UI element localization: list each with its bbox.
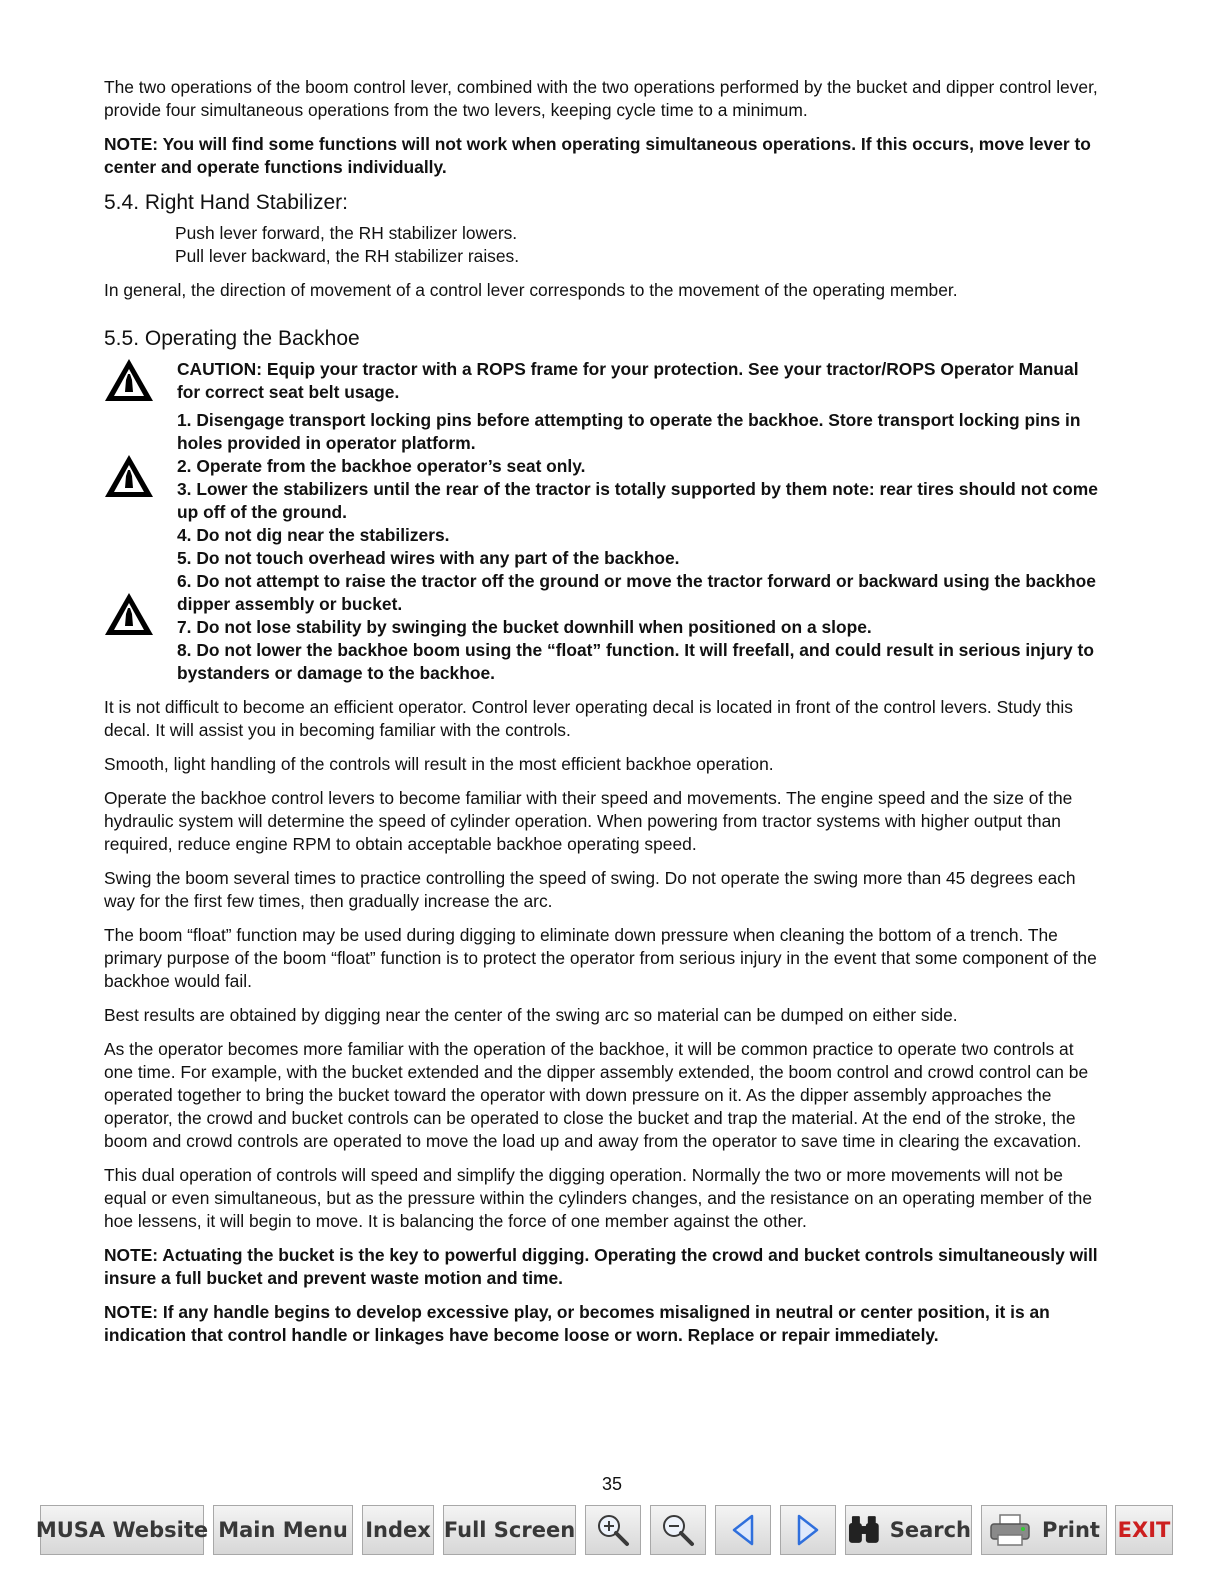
body-paragraph: As the operator becomes more familiar with the operation of the backhoe, it will be common practice to operate two controls at one time. For example, with the bucket extended and the dipper assembly extended, the boom control and crowd control can be operated together to bring the bucket toward the operator with down pressure on it. As the dipper assembly approaches the operator, the crowd and bucket controls can be operated to close the bucket and trap the material. At the end of the stroke, the boom and crowd controls are operated to move the load up and away from the operator to save time in clearing the excavation. <box>104 1039 1089 1151</box>
warning-triangle-icon <box>104 358 154 402</box>
safety-item: 7. Do not lose stability by swinging the bucket downhill when positioned on a slope. <box>177 617 872 637</box>
safety-item: 4. Do not dig near the stabilizers. <box>177 525 450 545</box>
binoculars-icon <box>846 1514 882 1546</box>
safety-warnings <box>104 358 1104 685</box>
body-paragraph: Operate the backhoe control levers to become familiar with their speed and movements. The engine speed and the size of the hydraulic system will determine the speed of cylinder operation. When powering from tractor systems with higher output than required, reduce engine RPM to obtain acceptable backhoe operating speed. <box>104 788 1073 854</box>
warning-triangle-icon <box>104 592 154 636</box>
body-paragraph: Smooth, light handling of the controls will result in the most efficient backhoe operation. <box>104 754 774 774</box>
search-label: Search <box>889 1518 971 1542</box>
caution-rops: CAUTION: Equip your tractor with a ROPS frame for your protection. See your tractor/ROPS Operator Manual for correct seat belt usage. <box>177 359 1079 402</box>
safety-item: 8. Do not lower the backhoe boom using the “float” function. It will freefall, and could result in serious injury to bystanders or damage to the backhoe. <box>177 640 1094 683</box>
page-number: 35 <box>601 1474 623 1494</box>
stabilizer-pull-line: Pull lever backward, the RH stabilizer raises. <box>175 246 520 266</box>
section-5-5-heading: 5.5. Operating the Backhoe <box>104 327 360 350</box>
full-screen-button[interactable]: Full Screen <box>443 1505 576 1555</box>
previous-page-button[interactable] <box>715 1505 771 1555</box>
print-label: Print <box>1042 1518 1100 1542</box>
zoom-out-button[interactable] <box>650 1505 706 1555</box>
index-button[interactable]: Index <box>362 1505 434 1555</box>
section-5-4-heading: 5.4. Right Hand Stabilizer: <box>104 191 348 214</box>
print-button[interactable] <box>981 1505 1107 1555</box>
note-simultaneous-operations: NOTE: You will find some functions will not work when operating simultaneous operations. If this occurs, move lever to center and operate functions individually. <box>104 134 1091 177</box>
exit-button[interactable]: EXIT <box>1115 1505 1173 1555</box>
intro-paragraph: The two operations of the boom control lever, combined with the two operations performed by the bucket and dipper control lever, provide four simultaneous operations from the two levers, keeping cycle time to a minimum. <box>104 77 1098 120</box>
manual-page-content <box>104 76 1104 1358</box>
next-page-button[interactable] <box>780 1505 836 1555</box>
general-direction-paragraph: In general, the direction of movement of a control lever corresponds to the movement of the operating member. <box>104 280 958 300</box>
note-handle-play: NOTE: If any handle begins to develop excessive play, or becomes misaligned in neutral or center position, it is an indication that control handle or linkages have become loose or worn. Replace or repair immediately. <box>104 1302 1050 1345</box>
safety-item: 2. Operate from the backhoe operator’s seat only. <box>177 456 586 476</box>
safety-item: 3. Lower the stabilizers until the rear of the tractor is totally supported by them note: rear tires should not come up off of the ground. <box>177 479 1098 522</box>
arrow-right-icon <box>793 1513 823 1547</box>
body-paragraph: Best results are obtained by digging near the center of the swing arc so material can be dumped on either side. <box>104 1005 958 1025</box>
body-paragraph: It is not difficult to become an efficient operator. Control lever operating decal is located in front of the control levers. Study this decal. It will assist you in becoming familiar with the controls. <box>104 697 1073 740</box>
zoom-in-icon <box>595 1512 631 1548</box>
printer-icon <box>988 1513 1032 1547</box>
zoom-out-icon <box>660 1512 696 1548</box>
warning-triangle-icon <box>104 454 154 498</box>
arrow-left-icon <box>728 1513 758 1547</box>
musa-website-button[interactable]: MUSA Website <box>40 1505 204 1555</box>
body-paragraph: The boom “float” function may be used during digging to eliminate down pressure when cleaning the bottom of a trench. The primary purpose of the boom “float” function is to protect the operator from serious injury in the event that some component of the backhoe would fail. <box>104 925 1097 991</box>
safety-item: 1. Disengage transport locking pins before attempting to operate the backhoe. Store transport locking pins in holes provided in operator platform. <box>177 410 1081 453</box>
safety-item: 6. Do not attempt to raise the tractor off the ground or move the tractor forward or backward using the backhoe dipper assembly or bucket. <box>177 571 1096 614</box>
note-bucket-digging: NOTE: Actuating the bucket is the key to powerful digging. Operating the crowd and bucket controls simultaneously will insure a full bucket and prevent waste motion and time. <box>104 1245 1098 1288</box>
body-paragraph: Swing the boom several times to practice controlling the speed of swing. Do not operate the swing more than 45 degrees each way for the first few times, then gradually increase the arc. <box>104 868 1076 911</box>
stabilizer-push-line: Push lever forward, the RH stabilizer lowers. <box>175 223 518 243</box>
body-paragraph: This dual operation of controls will speed and simplify the digging operation. Normally the two or more movements will not be equal or even simultaneous, but as the pressure within the cylinders changes, and the resistance on an operating member of the hoe lessens, it will begin to move. It is balancing the force of one member against the other. <box>104 1165 1092 1231</box>
zoom-in-button[interactable] <box>585 1505 641 1555</box>
safety-item: 5. Do not touch overhead wires with any part of the backhoe. <box>177 548 680 568</box>
navigation-toolbar <box>35 1505 1180 1555</box>
search-button[interactable] <box>845 1505 972 1555</box>
main-menu-button[interactable]: Main Menu <box>213 1505 353 1555</box>
